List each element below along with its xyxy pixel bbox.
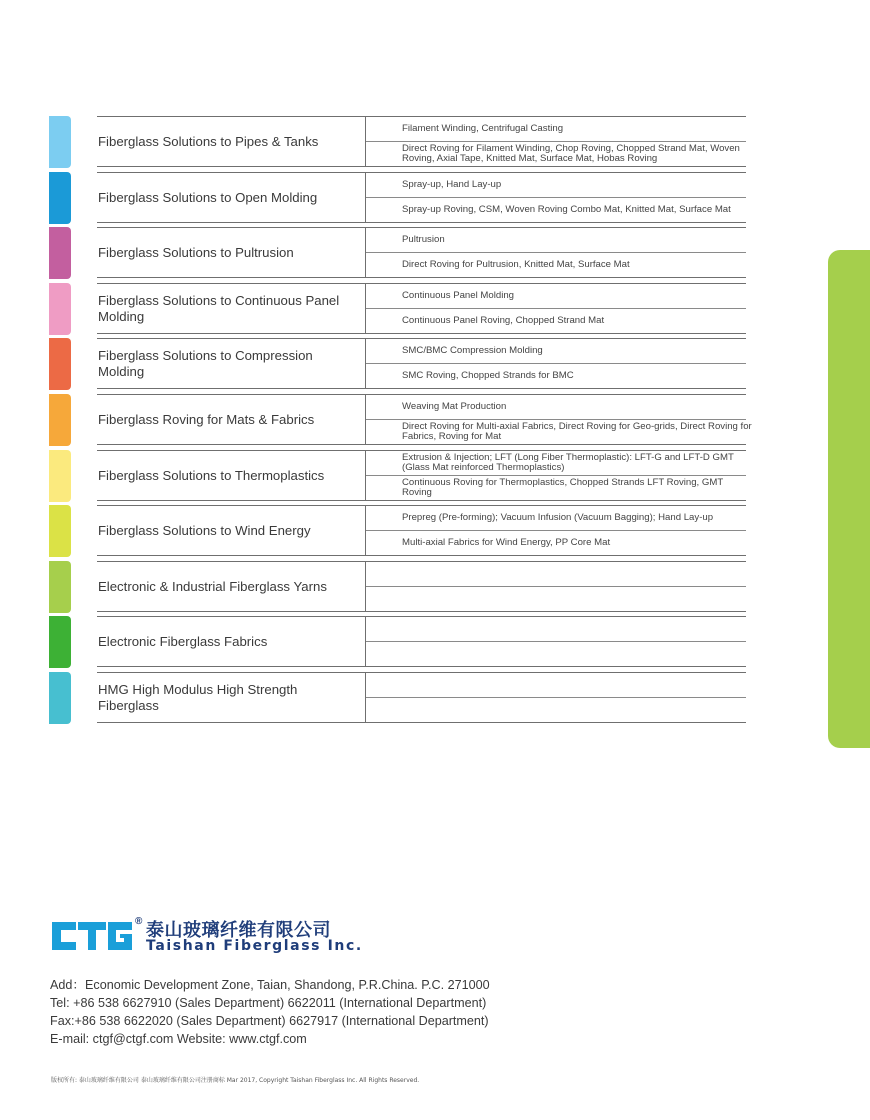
row-products: Direct Roving for Filament Winding, Chop Roving, Chopped Strand Mat, Woven Roving, Axial Tape, Knitted Mat, Surface Mat, Hobas Roving [402,143,740,164]
row-color-tab [49,338,71,390]
row-application [402,616,752,641]
row-category: Electronic & Industrial Fiberglass Yarns [98,578,327,594]
row-category: Fiberglass Solutions to Thermoplastics [98,467,325,483]
ctg-logo-mark [50,918,134,954]
row-products [402,698,752,722]
copyright-footer: 版权所有: 泰山玻璃纤维有限公司 泰山玻璃纤维有限公司注册商标 Mar 2017, Copyright Taishan Fiberglass Inc. All Rights Reserved. [51,1077,420,1084]
row-category: Fiberglass Solutions to Open Molding [98,189,318,205]
table-rule [365,616,366,667]
row-products: SMC Roving, Chopped Strands for BMC [402,370,574,381]
contact-fax: Fax:+86 538 6622020 (Sales Department) 6627917 (International Department) [50,1014,489,1028]
row-application [402,561,752,586]
row-products: Multi-axial Fabrics for Wind Energy, PP Core Mat [402,537,611,548]
table-row [0,172,870,224]
contact-email-website: E-mail: ctgf@ctgf.com Website: www.ctgf.com [50,1032,307,1046]
company-logo [50,916,363,956]
row-category: Fiberglass Solutions to Wind Energy [98,522,311,538]
contact-address: Add：Economic Development Zone, Taian, Shandong, P.R.China. P.C. 271000 [50,978,490,992]
row-application: Prepreg (Pre-forming); Vacuum Infusion (Vacuum Bagging); Hand Lay-up [402,511,714,523]
row-products [402,642,752,666]
table-rule [365,116,366,167]
row-application: Filament Winding, Centrifugal Casting [402,122,564,134]
table-row [0,394,870,446]
logo-english-name: Taishan Fiberglass Inc. [146,938,363,954]
row-color-tab [49,227,71,279]
row-color-tab [49,450,71,502]
table-rule [365,172,366,223]
row-color-tab [49,283,71,335]
table-rule [365,450,366,501]
row-application: Spray-up, Hand Lay-up [402,178,502,190]
row-color-tab [49,616,71,668]
table-rule [365,561,366,612]
table-row [0,450,870,502]
registered-mark: ® [135,916,143,927]
logo-letter-c [52,922,76,950]
table-row [0,227,870,279]
row-application: Weaving Mat Production [402,400,507,412]
table-rule [365,227,366,278]
contact-tel: Tel: +86 538 6627910 (Sales Department) 6622011 (International Department) [50,996,487,1010]
table-row [0,116,870,168]
logo-chinese-name: 泰山玻璃纤维有限公司 [146,920,331,941]
row-color-tab [49,116,71,168]
row-category: Fiberglass Roving for Mats & Fabrics [98,411,315,427]
row-category: Electronic Fiberglass Fabrics [98,633,268,649]
table-row [0,561,870,613]
row-color-tab [49,672,71,724]
row-color-tab [49,394,71,446]
side-color-tab [828,250,870,748]
row-application: SMC/BMC Compression Molding [402,344,543,356]
table-row [0,283,870,335]
table-rule [365,283,366,334]
row-application: Continuous Panel Molding [402,289,515,301]
row-color-tab [49,561,71,613]
row-color-tab [49,505,71,557]
row-category: Fiberglass Solutions to Compression Molding [98,347,313,379]
table-row [0,616,870,668]
row-products: Direct Roving for Pultrusion, Knitted Mat, Surface Mat [402,259,630,270]
row-category: Fiberglass Solutions to Continuous Panel Molding [98,292,340,324]
table-rule [365,394,366,445]
table-rule [365,505,366,556]
row-category: Fiberglass Solutions to Pultrusion [98,244,294,260]
row-products: Continuous Roving for Thermoplastics, Chopped Strands LFT Roving, GMT Roving [402,477,724,498]
table-row [0,505,870,557]
row-application: Extrusion & Injection; LFT (Long Fiber Thermoplastic): LFT-G and LFT-D GMT (Glass Mat reinforced Thermoplastics) [402,451,734,473]
row-products: Spray-up Roving, CSM, Woven Roving Combo Mat, Knitted Mat, Surface Mat [402,204,731,215]
row-products: Direct Roving for Multi-axial Fabrics, Direct Roving for Geo-grids, Direct Roving for Fabrics, Roving for Mat [402,421,752,442]
row-category: Fiberglass Solutions to Pipes & Tanks [98,133,319,149]
row-products [402,587,752,611]
row-color-tab [49,172,71,224]
contact-block [50,976,490,1048]
row-category: HMG High Modulus High Strength Fiberglass [98,681,298,713]
row-products: Continuous Panel Roving, Chopped Strand Mat [402,315,605,326]
table-rule [365,672,366,723]
logo-letter-g [108,922,132,950]
table-row [0,672,870,724]
row-application [402,672,752,697]
table-row [0,338,870,390]
table-rule [365,338,366,389]
row-application: Pultrusion [402,233,445,245]
logo-letter-t [78,922,106,950]
